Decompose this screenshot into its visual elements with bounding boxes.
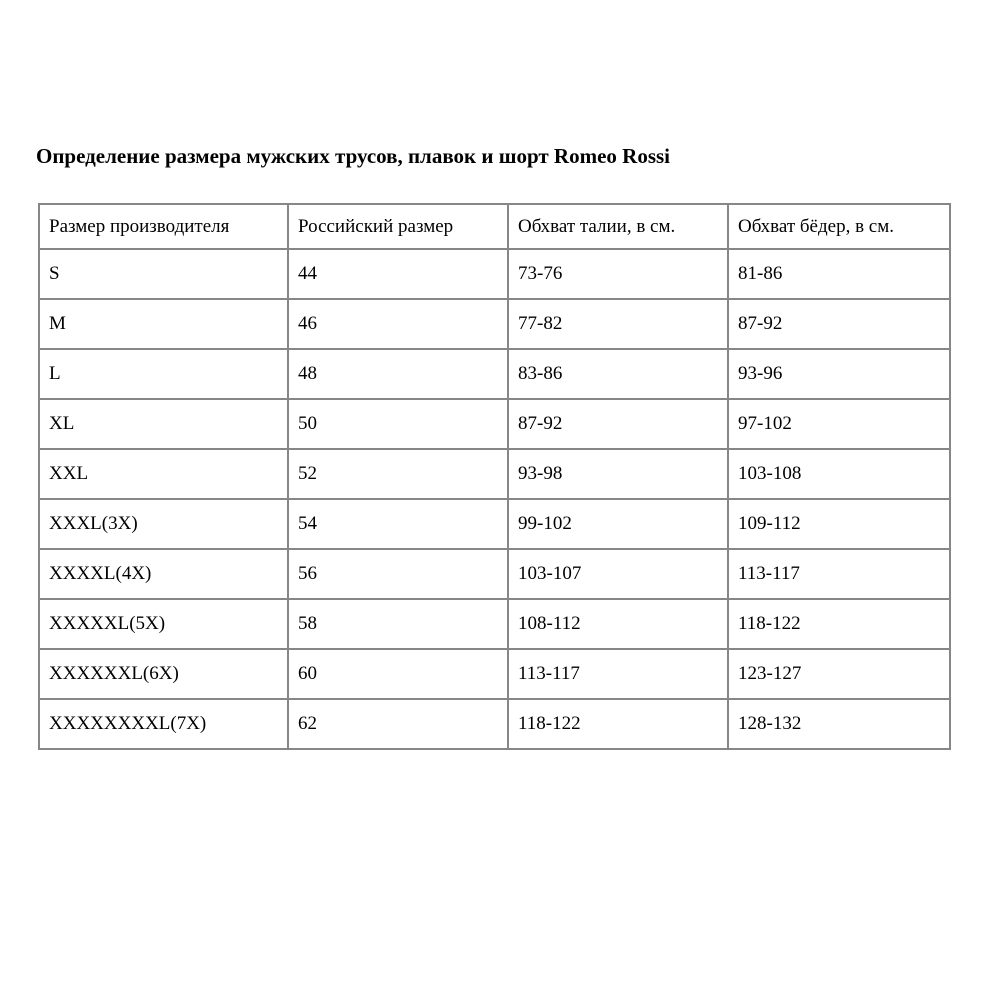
- table-cell: 73-76: [508, 249, 728, 299]
- table-cell: 46: [288, 299, 508, 349]
- table-cell: XXXXL(4X): [39, 549, 288, 599]
- table-cell: 99-102: [508, 499, 728, 549]
- table-row: [39, 449, 950, 499]
- table-row: [39, 299, 950, 349]
- table-cell: 54: [288, 499, 508, 549]
- table-row: [39, 399, 950, 449]
- table-cell: M: [39, 299, 288, 349]
- table-header-row: [39, 204, 950, 249]
- table-row: [39, 599, 950, 649]
- table-cell: XXXL(3X): [39, 499, 288, 549]
- table-cell: XXXXXXXXL(7X): [39, 699, 288, 749]
- table-cell: 113-117: [728, 549, 950, 599]
- table-cell: 87-92: [508, 399, 728, 449]
- table-cell: 81-86: [728, 249, 950, 299]
- table-cell: 103-107: [508, 549, 728, 599]
- table-cell: 93-96: [728, 349, 950, 399]
- table-cell: 118-122: [728, 599, 950, 649]
- page-title: Определение размера мужских трусов, плавок и шорт Romeo Rossi: [36, 144, 671, 168]
- table-cell: 77-82: [508, 299, 728, 349]
- table-cell: 113-117: [508, 649, 728, 699]
- table-row: [39, 699, 950, 749]
- table-cell: 83-86: [508, 349, 728, 399]
- table-cell: XL: [39, 399, 288, 449]
- table-cell: L: [39, 349, 288, 399]
- table-row: [39, 249, 950, 299]
- table-row: [39, 499, 950, 549]
- table-cell: 97-102: [728, 399, 950, 449]
- column-header: Размер производителя: [39, 204, 288, 249]
- table-cell: S: [39, 249, 288, 299]
- table-row: [39, 349, 950, 399]
- table-cell: 50: [288, 399, 508, 449]
- table-cell: XXL: [39, 449, 288, 499]
- column-header: Российский размер: [288, 204, 508, 249]
- table-cell: 58: [288, 599, 508, 649]
- table-cell: 60: [288, 649, 508, 699]
- table-cell: 44: [288, 249, 508, 299]
- table-cell: XXXXXL(5X): [39, 599, 288, 649]
- table-row: [39, 649, 950, 699]
- table-cell: XXXXXXL(6X): [39, 649, 288, 699]
- table-cell: 62: [288, 699, 508, 749]
- table-cell: 118-122: [508, 699, 728, 749]
- table-body: [39, 249, 950, 749]
- column-header: Обхват талии, в см.: [508, 204, 728, 249]
- table-cell: 108-112: [508, 599, 728, 649]
- table-cell: 103-108: [728, 449, 950, 499]
- table-cell: 123-127: [728, 649, 950, 699]
- column-header: Обхват бёдер, в см.: [728, 204, 950, 249]
- table-cell: 52: [288, 449, 508, 499]
- table-cell: 128-132: [728, 699, 950, 749]
- size-table: [38, 203, 951, 750]
- table-cell: 56: [288, 549, 508, 599]
- table-cell: 109-112: [728, 499, 950, 549]
- table-cell: 87-92: [728, 299, 950, 349]
- table-cell: 93-98: [508, 449, 728, 499]
- table-cell: 48: [288, 349, 508, 399]
- table-row: [39, 549, 950, 599]
